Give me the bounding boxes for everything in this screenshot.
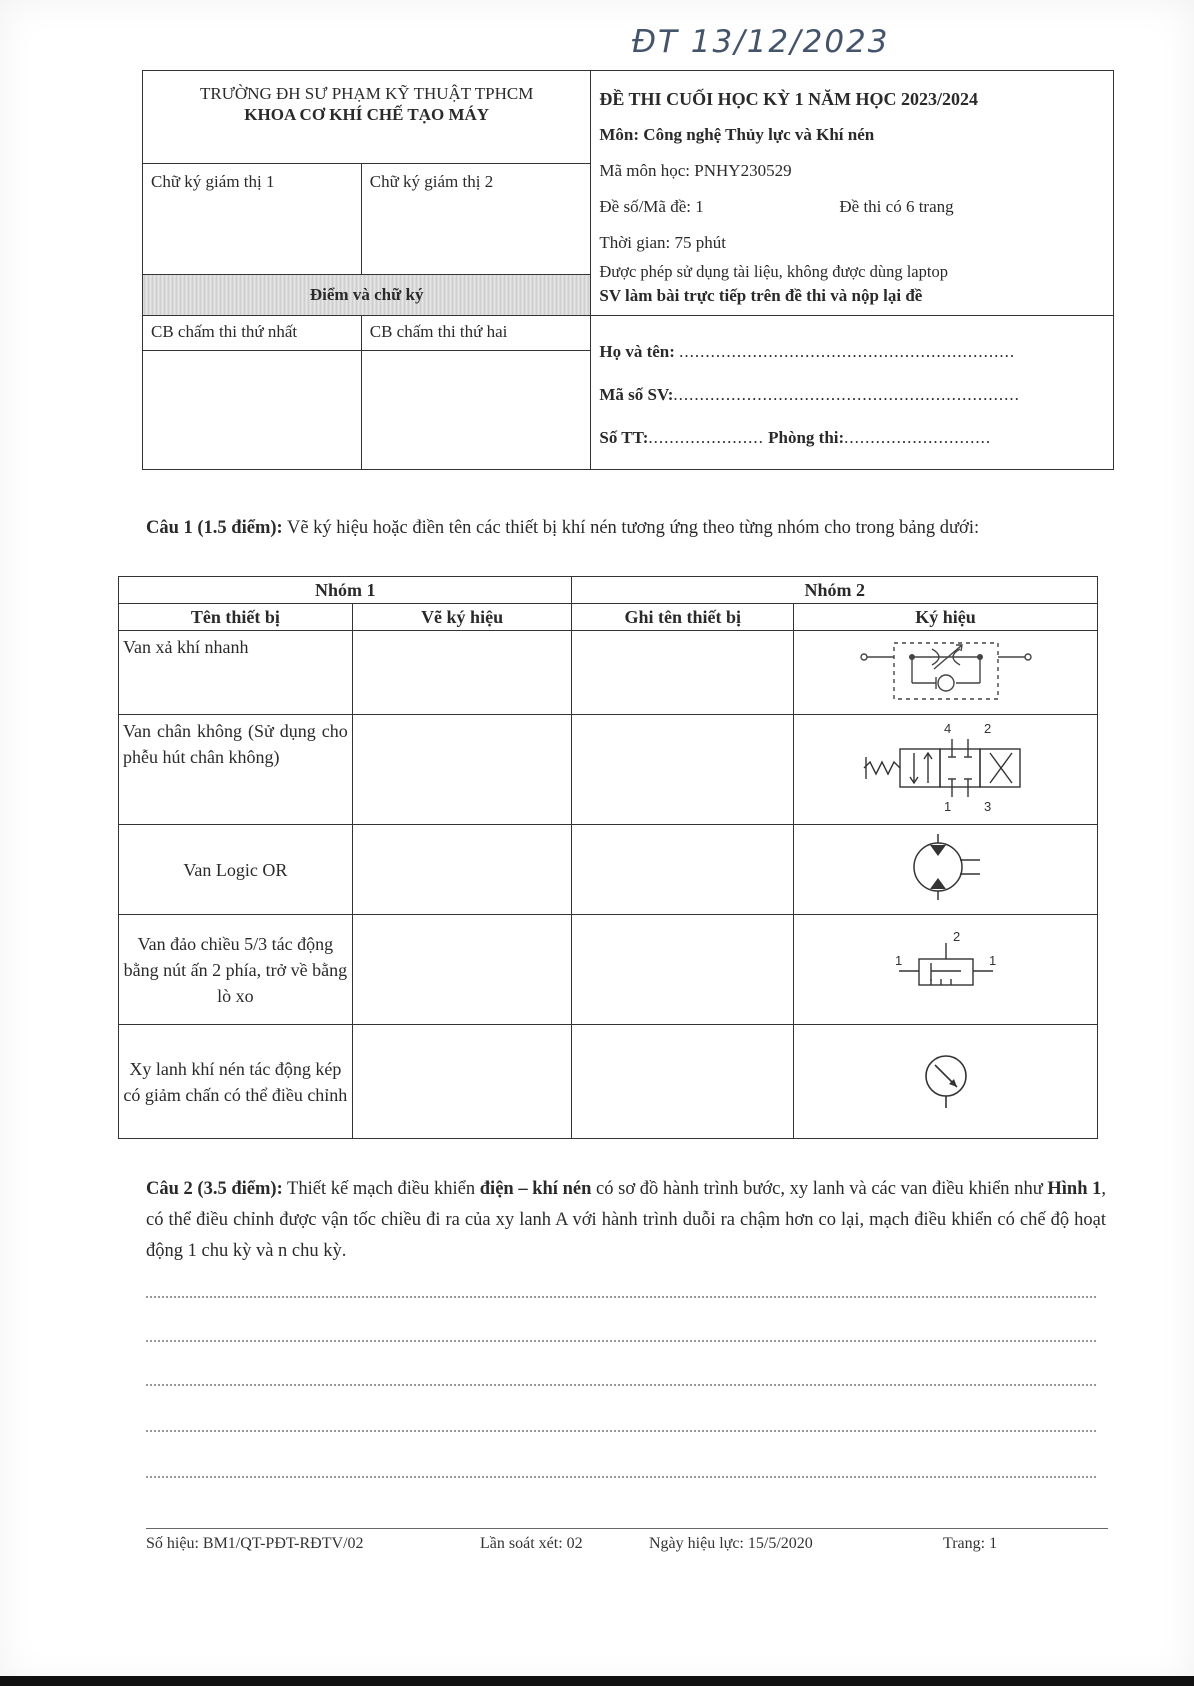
device-quick-exhaust: Van xả khí nhanh — [119, 631, 353, 715]
col-symbol: Ký hiệu — [794, 604, 1098, 631]
draw-cell-4[interactable] — [352, 915, 572, 1025]
pressure-gauge-icon — [911, 1044, 981, 1114]
question-1-text: Vẽ ký hiệu hoặc điền tên các thiết bị khí nén tương ứng theo từng nhóm cho trong bảng dưới: — [282, 518, 980, 538]
room-field[interactable]: ............................ — [844, 428, 992, 447]
student-id-row — [599, 373, 1105, 416]
symbol-cell-5 — [794, 1025, 1098, 1139]
handwritten-date: ĐT 13/12/2023 — [632, 24, 890, 60]
symbol-cell-3 — [794, 825, 1098, 915]
write-cell-5[interactable] — [572, 1025, 794, 1139]
directional-valve-4-2-icon — [856, 717, 1036, 817]
exam-title: ĐỀ THI CUỐI HỌC KỲ 1 NĂM HỌC 2023/2024 — [599, 89, 979, 109]
student-name-field[interactable]: ................................................................ — [679, 342, 1016, 361]
symbol-cell-1 — [794, 631, 1098, 715]
question-1-label: Câu 1 (1.5 điểm): — [146, 518, 283, 538]
port-1-right-label: 1 — [988, 953, 996, 968]
form-number: Số hiệu: BM1/QT-PĐT-RĐTV/02 — [146, 1535, 364, 1552]
question-2 — [146, 1174, 1106, 1267]
answer-line[interactable] — [146, 1384, 1096, 1386]
student-name-row — [599, 330, 1105, 373]
seat-label: Số TT: — [599, 428, 649, 447]
answer-line[interactable] — [146, 1340, 1096, 1342]
port-3-label: 3 — [983, 799, 991, 814]
shuttle-valve-icon — [871, 927, 1021, 1007]
write-cell-3[interactable] — [572, 825, 794, 915]
grader2-label: CB chấm thi thứ hai — [361, 316, 591, 351]
question-1 — [146, 514, 1084, 543]
device-double-acting-cylinder: Xy lanh khí nén tác động kép có giảm chấn có thể điều chỉnh — [119, 1025, 353, 1139]
seat-field[interactable]: ...................... — [648, 428, 764, 447]
exam-code-row — [599, 189, 1113, 225]
port-2-label: 2 — [952, 929, 960, 944]
question-2-text-2: có sơ đồ hành trình bước, xy lanh và các van điều khiển như — [591, 1179, 1048, 1199]
col-device-name: Tên thiết bị — [119, 604, 353, 631]
student-info-block — [591, 316, 1114, 470]
write-cell-1[interactable] — [572, 631, 794, 715]
materials-note: Được phép sử dụng tài liệu, không được dùng laptop — [599, 262, 948, 281]
draw-cell-5[interactable] — [352, 1025, 572, 1139]
page-footer — [146, 1528, 1108, 1553]
draw-cell-3[interactable] — [352, 825, 572, 915]
school-name: TRƯỜNG ĐH SƯ PHẠM KỸ THUẬT TPHCM — [200, 84, 534, 103]
student-id-field[interactable]: .................................................................. — [673, 385, 1020, 404]
question-2-figure-ref: Hình 1 — [1047, 1179, 1102, 1199]
write-cell-2[interactable] — [572, 715, 794, 825]
device-vacuum-valve: Van chân không (Sử dụng cho phễu hút chân không) — [119, 715, 353, 825]
exam-info-block — [591, 71, 1114, 316]
scan-bottom-edge — [0, 1676, 1194, 1686]
proctor2-signature — [361, 164, 591, 275]
faculty-name: KHOA CƠ KHÍ CHẾ TẠO MÁY — [244, 105, 490, 124]
answer-line[interactable] — [146, 1476, 1096, 1478]
subject: Môn: Công nghệ Thủy lực và Khí nén — [599, 125, 875, 144]
answer-line[interactable] — [146, 1296, 1096, 1298]
grader1-signature-area[interactable] — [143, 351, 362, 470]
proctor1-label: Chữ ký giám thị 1 — [151, 172, 275, 191]
page-number: Trang: 1 — [943, 1535, 998, 1552]
duration: Thời gian: 75 phút — [599, 233, 726, 252]
device-5-3-valve: Van đảo chiều 5/3 tác động bằng nút ấn 2 phía, trở về bằng lò xo — [119, 915, 353, 1025]
port-4-label: 4 — [943, 721, 951, 736]
draw-cell-1[interactable] — [352, 631, 572, 715]
device-logic-or: Van Logic OR — [119, 825, 353, 915]
submit-instruction: SV làm bài trực tiếp trên đề thi và nộp lại đề — [599, 286, 923, 305]
room-label: Phòng thi: — [768, 428, 845, 447]
effective-date: Ngày hiệu lực: 15/5/2020 — [649, 1535, 813, 1552]
grader1-label: CB chấm thi thứ nhất — [143, 316, 362, 351]
group1-header: Nhóm 1 — [119, 577, 572, 604]
group2-header: Nhóm 2 — [572, 577, 1098, 604]
question-2-text-1: Thiết kế mạch điều khiển — [282, 1179, 480, 1199]
course-code: Mã môn học: PNHY230529 — [599, 161, 792, 180]
student-name-label: Họ và tên: — [599, 342, 675, 361]
revision: Lần soát xét: 02 — [480, 1535, 583, 1552]
symbol-cell-2 — [794, 715, 1098, 825]
symbol-cell-4 — [794, 915, 1098, 1025]
student-id-label: Mã số SV: — [599, 385, 674, 404]
grade-signature-header: Điểm và chữ ký — [143, 275, 591, 316]
question-2-label: Câu 2 (3.5 điểm): — [146, 1179, 283, 1199]
air-motor-icon — [896, 832, 996, 902]
devices-table — [118, 576, 1098, 1139]
proctor2-label: Chữ ký giám thị 2 — [369, 172, 494, 191]
col-write-name: Ghi tên thiết bị — [572, 604, 794, 631]
port-2-label: 2 — [983, 721, 991, 736]
exam-header-table — [142, 70, 1114, 470]
question-2-emphasis-1: điện – khí nén — [479, 1179, 592, 1199]
page-count: Đề thi có 6 trang — [839, 197, 954, 216]
school-block — [143, 71, 591, 164]
port-1-label: 1 — [943, 799, 951, 814]
draw-cell-2[interactable] — [352, 715, 572, 825]
write-cell-4[interactable] — [572, 915, 794, 1025]
grader2-signature-area[interactable] — [361, 351, 591, 470]
col-draw-symbol: Vẽ ký hiệu — [352, 604, 572, 631]
proctor1-signature — [143, 164, 362, 275]
flow-control-valve-icon — [846, 635, 1046, 705]
seat-room-row — [599, 416, 1105, 459]
port-1-left-label: 1 — [894, 953, 902, 968]
answer-line[interactable] — [146, 1430, 1096, 1432]
question-2-text-3: , có thể điều chỉnh được vận tốc chiều đi ra của xy lanh A với hành trình duỗi ra chậm hơn co lại, mạch điều khiển có chế độ hoạt động 1 chu kỳ và n chu kỳ. — [146, 1179, 1106, 1261]
exam-code: Đề số/Mã đề: 1 — [599, 197, 704, 216]
